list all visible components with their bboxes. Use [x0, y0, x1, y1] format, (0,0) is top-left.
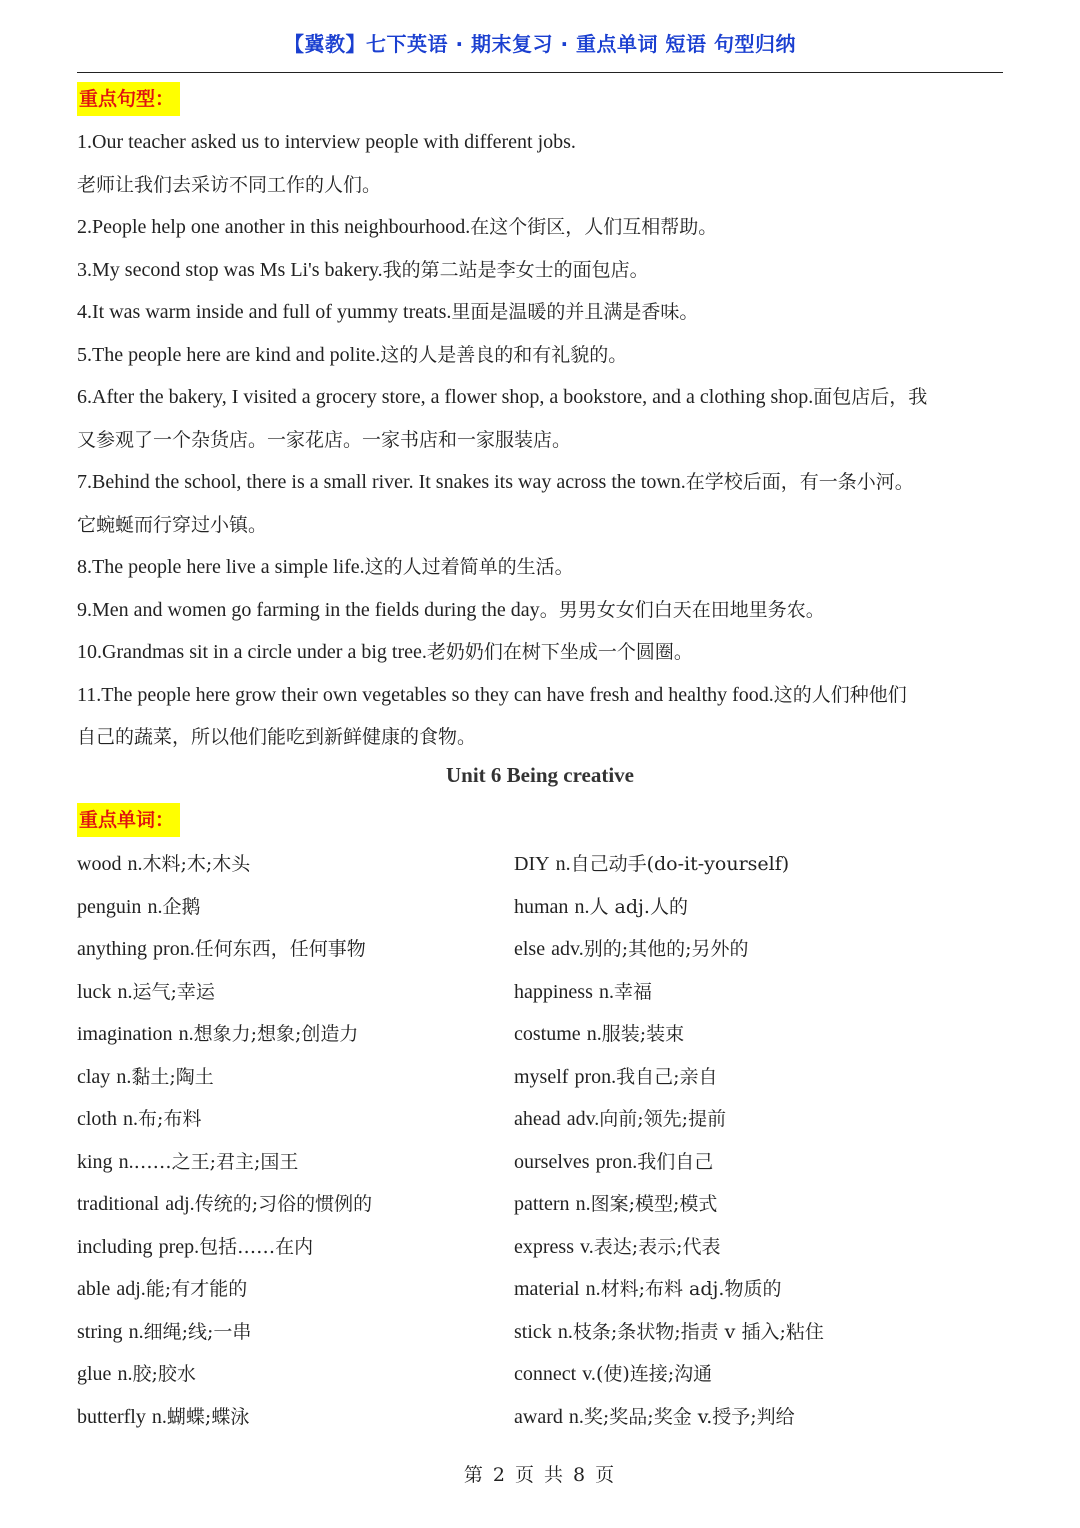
vocab-meaning: 我自己;亲自 — [616, 1065, 718, 1088]
vocab-entry — [514, 1183, 1004, 1226]
vocab-entry — [77, 1013, 514, 1056]
vocab-entry — [77, 1226, 514, 1269]
vocab-meaning: 想象力;想象;创造力 — [193, 1023, 359, 1045]
vocab-entry — [77, 1098, 514, 1141]
vocab-part-of-speech: n. — [151, 1405, 167, 1428]
sentence-chinese: 面包店后，我 — [813, 386, 928, 408]
vocab-word: express — [514, 1235, 574, 1258]
sentence-line — [77, 504, 1007, 547]
vocab-row — [77, 1141, 1007, 1184]
vocab-part-of-speech: n. — [128, 1320, 144, 1343]
vocab-entry — [77, 843, 514, 886]
vocab-meaning: 细绳;线;一串 — [143, 1320, 252, 1343]
vocab-meaning: 木料;木;木头 — [142, 853, 251, 875]
sentence-chinese: 老师让我们去采访不同工作的人们。 — [77, 173, 382, 196]
vocab-meaning: 服装;装束 — [601, 1023, 685, 1045]
vocab-meaning: 自己动手(do-it-yourself) — [570, 853, 790, 875]
vocab-entry — [77, 971, 514, 1014]
vocab-row — [77, 928, 1007, 971]
vocab-part-of-speech: v. — [582, 1363, 596, 1385]
vocab-row — [77, 1183, 1007, 1226]
vocab-part-of-speech: n. — [586, 1023, 602, 1045]
vocab-meaning: ……之王;君主;国王 — [133, 1150, 299, 1173]
sentence-line — [77, 206, 1007, 249]
sentence-line — [77, 249, 1007, 292]
vocab-part-of-speech: n. — [123, 1108, 139, 1130]
sentence-line — [77, 334, 1007, 377]
vocab-meaning: 我们自己 — [637, 1150, 714, 1173]
vocab-row — [77, 1013, 1007, 1056]
sentence-chinese: 。男男女女们白天在田地里务农。 — [539, 598, 825, 621]
vocab-part-of-speech: n. — [575, 1193, 591, 1215]
vocab-part-of-speech: n. — [555, 853, 571, 875]
vocab-word: human — [514, 895, 569, 918]
vocab-meaning: 枝条;条状物;指责 v 插入;粘住 — [572, 1320, 824, 1343]
page-number-footer: 第 2 页 共 8 页 — [463, 1464, 617, 1486]
sentence-line — [77, 419, 1007, 462]
vocab-word: material — [514, 1278, 580, 1300]
vocab-entry — [514, 1013, 1004, 1056]
vocab-word: myself — [514, 1065, 569, 1088]
vocab-meaning: 奖;奖品;奖金 v.授予;判给 — [583, 1405, 795, 1428]
vocab-word: clay — [77, 1065, 111, 1088]
vocab-part-of-speech: pron. — [574, 1065, 617, 1088]
vocab-row — [77, 886, 1007, 929]
sentence-english: 6.After the bakery, I visited a grocery store, a flower shop, a bookstore, and a clothing shop. — [77, 386, 814, 408]
sentence-line — [77, 461, 1007, 504]
vocab-part-of-speech: n. — [178, 1023, 194, 1045]
sentence-chinese: 老奶奶们在树下坐成一个圆圈。 — [426, 641, 693, 663]
vocab-table — [77, 843, 1007, 1438]
sentence-english: 3.My second stop was Ms Li's bakery. — [77, 258, 383, 281]
vocab-meaning: 材料;布料 adj.物质的 — [600, 1278, 782, 1300]
vocab-meaning: 向前;领先;提前 — [599, 1108, 727, 1130]
sentence-chinese: 自己的蔬菜，所以他们能吃到新鲜健康的食物。 — [77, 726, 477, 748]
vocab-entry — [514, 1311, 1004, 1354]
vocab-meaning: (使)连接;沟通 — [595, 1363, 713, 1385]
vocab-part-of-speech: n. — [568, 1405, 584, 1428]
vocab-word: butterfly — [77, 1405, 146, 1428]
sentence-chinese: 又参观了一个杂货店。一家花店。一家书店和一家服装店。 — [77, 428, 572, 451]
vocab-word: penguin — [77, 895, 142, 918]
vocab-meaning: 传统的;习俗的惯例的 — [194, 1193, 373, 1215]
vocab-entry — [514, 1396, 1004, 1439]
vocab-part-of-speech: adj. — [116, 1278, 146, 1300]
vocab-part-of-speech: n. — [585, 1278, 601, 1300]
vocab-entry — [77, 1311, 514, 1354]
sentence-english: 9.Men and women go farming in the fields during the day — [77, 598, 540, 621]
vocab-part-of-speech: adv. — [551, 938, 584, 960]
vocab-entry — [77, 928, 514, 971]
vocab-meaning: 蝴蝶;蝶泳 — [166, 1405, 250, 1428]
vocab-meaning: 人 adj.人的 — [589, 895, 688, 918]
vocab-entry — [514, 1268, 1004, 1311]
vocab-part-of-speech: pron. — [153, 938, 195, 960]
vocab-word: stick — [514, 1320, 552, 1343]
vocab-entry — [514, 1056, 1004, 1099]
vocab-row — [77, 843, 1007, 886]
vocab-row — [77, 1396, 1007, 1439]
vocab-entry — [77, 886, 514, 929]
vocab-entry — [514, 1353, 1004, 1396]
vocab-part-of-speech: n. — [598, 980, 614, 1003]
vocab-part-of-speech: n. — [557, 1320, 573, 1343]
vocab-entry — [77, 1141, 514, 1184]
vocab-word: glue — [77, 1363, 112, 1385]
vocab-meaning: 包括……在内 — [199, 1235, 314, 1258]
vocab-meaning: 胶;胶水 — [132, 1363, 196, 1385]
vocab-section-label: 重点单词： — [77, 803, 180, 837]
sentence-chinese: 它蜿蜒而行穿过小镇。 — [77, 513, 268, 536]
vocab-part-of-speech: n. — [117, 1363, 133, 1385]
vocab-entry — [77, 1268, 514, 1311]
vocab-meaning: 布;布料 — [138, 1108, 202, 1130]
vocab-meaning: 幸福 — [613, 980, 652, 1003]
sentence-english: 8.The people here live a simple life. — [77, 556, 365, 578]
vocab-word: including — [77, 1235, 153, 1258]
sentence-english: 11.The people here grow their own vegetables so they can have fresh and healthy food. — [77, 683, 774, 706]
vocab-part-of-speech: prep. — [158, 1235, 200, 1258]
vocab-meaning: 别的;其他的;另外的 — [583, 938, 749, 960]
vocab-part-of-speech: adv. — [566, 1108, 600, 1130]
vocab-row — [77, 1226, 1007, 1269]
vocab-entry — [514, 1141, 1004, 1184]
vocab-word: pattern — [514, 1193, 570, 1215]
vocab-meaning: 图案;模型;模式 — [590, 1193, 718, 1215]
vocab-word: string — [77, 1320, 123, 1343]
sentence-chinese: 在这个街区，人们互相帮助。 — [470, 216, 718, 238]
vocab-part-of-speech: v. — [580, 1235, 594, 1258]
vocab-word: able — [77, 1278, 111, 1300]
sentence-chinese: 我的第二站是李女士的面包店。 — [382, 258, 649, 281]
vocab-word: connect — [514, 1363, 577, 1385]
vocab-entry — [514, 843, 1004, 886]
vocab-word: imagination — [77, 1023, 173, 1045]
unit-title: Unit 6 Being creative — [446, 763, 634, 787]
sentence-chinese: 这的人们种他们 — [773, 683, 907, 706]
vocab-entry — [514, 886, 1004, 929]
vocab-meaning: 黏土;陶土 — [131, 1065, 214, 1088]
vocab-part-of-speech: pron. — [595, 1150, 638, 1173]
page-header-title: 【冀教】七下英语 · 期末复习 · 重点单词 短语 句型归纳 — [284, 32, 796, 56]
vocab-word: DIY — [514, 853, 550, 875]
vocab-entry — [77, 1396, 514, 1439]
vocab-part-of-speech: n. — [118, 1150, 134, 1173]
vocab-meaning: 任何东西，任何事物 — [194, 938, 366, 960]
vocab-row — [77, 1056, 1007, 1099]
vocab-entry — [514, 971, 1004, 1014]
sentence-english: 7.Behind the school, there is a small river. It snakes its way across the town. — [77, 471, 686, 493]
vocab-word: luck — [77, 980, 112, 1003]
vocab-row — [77, 1268, 1007, 1311]
vocab-word: award — [514, 1405, 563, 1428]
sentence-chinese: 这的人过着简单的生活。 — [364, 556, 574, 578]
sentence-english: 5.The people here are kind and polite. — [77, 343, 381, 366]
sentences-section-label: 重点句型： — [77, 82, 180, 116]
sentence-line — [77, 546, 1007, 589]
vocab-part-of-speech: n. — [116, 1065, 132, 1088]
vocab-row — [77, 971, 1007, 1014]
vocab-part-of-speech: n. — [127, 853, 143, 875]
header-divider — [77, 72, 1003, 73]
sentence-chinese: 里面是温暖的并且满是香味。 — [451, 301, 699, 323]
vocab-word: traditional — [77, 1193, 160, 1215]
sentence-line — [77, 291, 1007, 334]
vocab-part-of-speech: n. — [147, 895, 163, 918]
vocab-entry — [77, 1353, 514, 1396]
sentence-line — [77, 121, 1007, 164]
vocab-part-of-speech: n. — [117, 980, 133, 1003]
vocab-word: ourselves — [514, 1150, 590, 1173]
vocab-row — [77, 1353, 1007, 1396]
vocab-entry — [514, 928, 1004, 971]
sentence-english: 10.Grandmas sit in a circle under a big tree. — [77, 641, 427, 663]
sentence-english: 4.It was warm inside and full of yummy treats. — [77, 301, 452, 323]
vocab-row — [77, 1311, 1007, 1354]
vocab-meaning: 运气;幸运 — [132, 980, 215, 1003]
sentence-english: 1.Our teacher asked us to interview people with different jobs. — [77, 131, 576, 153]
sentence-line — [77, 376, 1007, 419]
sentence-chinese: 这的人是善良的和有礼貌的。 — [380, 343, 628, 366]
vocab-word: ahead — [514, 1108, 561, 1130]
sentence-line — [77, 631, 1007, 674]
vocab-entry — [514, 1098, 1004, 1141]
vocab-word: king — [77, 1150, 113, 1173]
vocab-word: wood — [77, 853, 122, 875]
vocab-meaning: 企鹅 — [162, 895, 201, 918]
sentence-line — [77, 716, 1007, 759]
vocab-entry — [77, 1056, 514, 1099]
vocab-word: cloth — [77, 1108, 117, 1130]
vocab-word: happiness — [514, 980, 593, 1003]
sentence-chinese: 在学校后面，有一条小河。 — [685, 471, 914, 493]
vocab-meaning: 表达;表示;代表 — [593, 1235, 721, 1258]
vocab-entry — [77, 1183, 514, 1226]
sentence-english: 2.People help one another in this neighbourhood. — [77, 216, 471, 238]
sentence-line — [77, 164, 1007, 207]
vocab-word: anything — [77, 938, 147, 960]
vocab-part-of-speech: n. — [574, 895, 590, 918]
sentence-line — [77, 674, 1007, 717]
vocab-meaning: 能;有才能的 — [145, 1278, 248, 1300]
vocab-word: costume — [514, 1023, 581, 1045]
vocab-part-of-speech: adj. — [165, 1193, 195, 1215]
vocab-entry — [514, 1226, 1004, 1269]
sentence-line — [77, 589, 1007, 632]
sentence-list — [77, 121, 1007, 759]
vocab-word: else — [514, 938, 546, 960]
vocab-row — [77, 1098, 1007, 1141]
